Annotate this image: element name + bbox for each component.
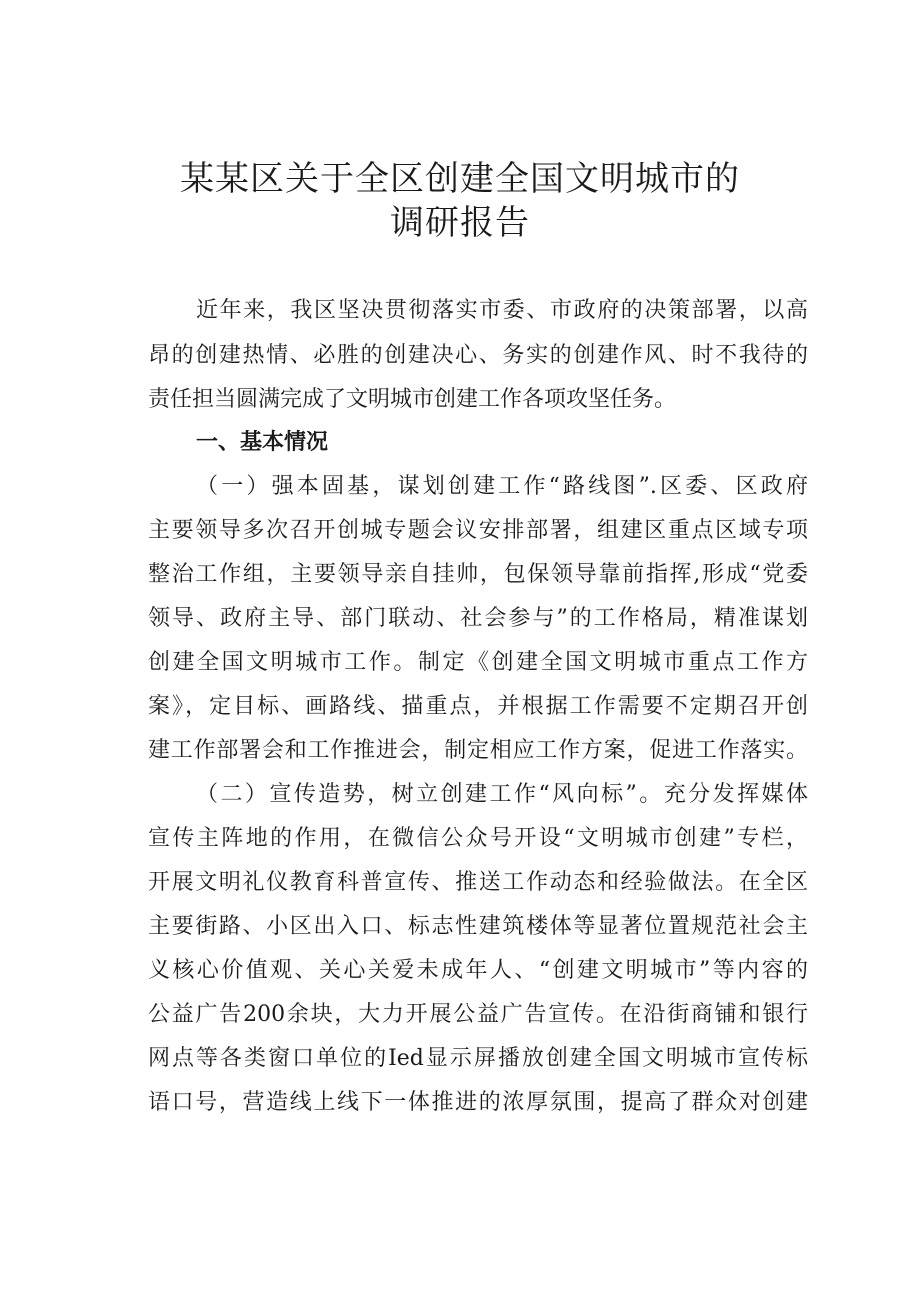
document-title-line-2: 调研报告 bbox=[390, 203, 530, 243]
para1-line-4: 领导、政府主导、部门联动、社会参与”的工作格局，精准谋划 bbox=[148, 606, 808, 631]
para1-line-5: 创建全国文明城市工作。制定《创建全国文明城市重点工作方 bbox=[148, 650, 808, 675]
para1-line-2: 主要领导多次召开创城专题会议安排部署，组建区重点区域专项 bbox=[148, 518, 808, 543]
intro-line-1: 近年来，我区坚决贯彻落实市委、市政府的决策部署，以高 bbox=[196, 298, 808, 323]
para2-line-6: 公益广告200余块，大力开展公益广告宣传。在沿街商铺和银行 bbox=[148, 1002, 808, 1027]
para1-line-1: （一）强本固基，谋划创建工作“路线图”.区委、区政府 bbox=[196, 474, 808, 499]
para2-line-7: 网点等各类窗口单位的Ied显示屏播放创建全国文明城市宣传标 bbox=[148, 1046, 808, 1071]
para2-line-5: 义核心价值观、关心关爱未成年人、“创建文明城市”等内容的 bbox=[148, 958, 808, 983]
document-title-line-1: 某某区关于全区创建全国文明城市的 bbox=[180, 159, 740, 199]
para2-line-8: 语口号，营造线上线下一体推进的浓厚氛围，提高了群众对创建 bbox=[148, 1090, 808, 1115]
para2-line-2: 宣传主阵地的作用，在微信公众号开设“文明城市创建”专栏， bbox=[148, 826, 808, 851]
para2-line-3: 开展文明礼仪教育科普宣传、推送工作动态和经验做法。在全区 bbox=[148, 870, 808, 895]
intro-line-3: 责任担当圆满完成了文明城市创建工作各项攻坚任务。 bbox=[148, 387, 677, 412]
para1-line-3: 整治工作组，主要领导亲自挂帅，包保领导靠前指挥,形成“党委 bbox=[148, 562, 808, 587]
para2-line-4: 主要街路、小区出入口、标志性建筑楼体等显著位置规范社会主 bbox=[148, 914, 808, 939]
para1-line-6: 案》，定目标、画路线、描重点，并根据工作需要不定期召开创 bbox=[148, 694, 808, 719]
para2-line-1: （二）宣传造势，树立创建工作“风向标”。充分发挥媒体 bbox=[196, 782, 808, 807]
intro-line-2: 昂的创建热情、必胜的创建决心、务实的创建作风、时不我待的 bbox=[148, 343, 808, 368]
para1-line-7: 建工作部署会和工作推进会，制定相应工作方案，促进工作落实。 bbox=[148, 738, 808, 763]
section-heading-basic-situation: 一、基本情况 bbox=[196, 430, 329, 455]
